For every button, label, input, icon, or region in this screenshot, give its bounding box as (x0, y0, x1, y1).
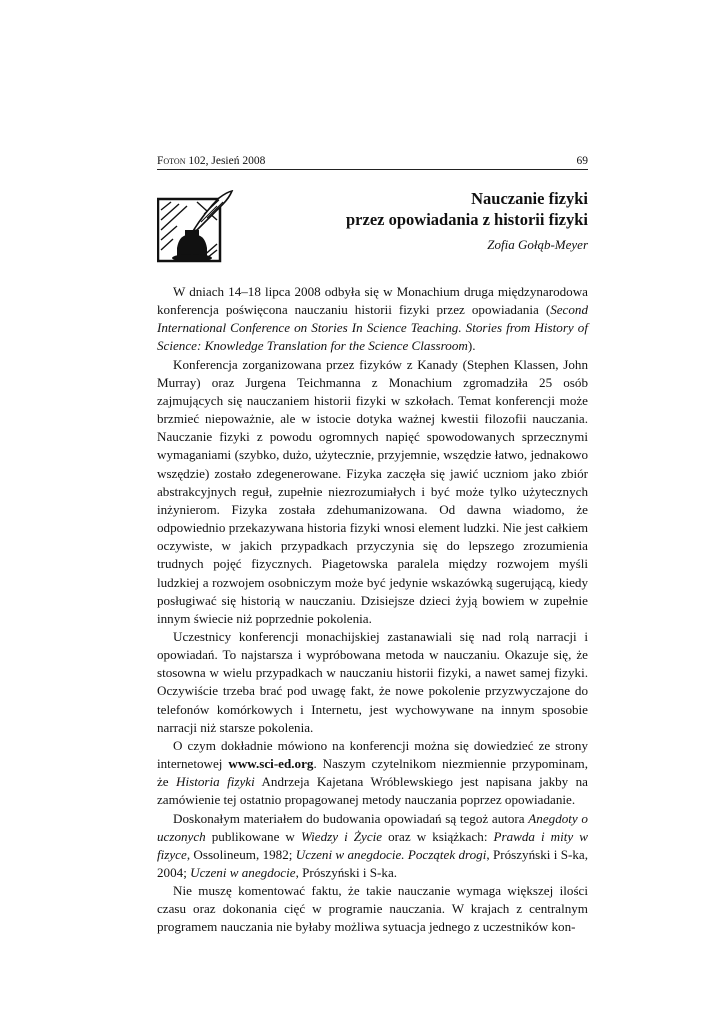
issue-label: 102, Jesień 2008 (188, 155, 266, 167)
paragraph-3: Uczestnicy konferencji monachijskiej zastanawiali się nad rolą narracji i opowiadań. To najstarsza i wypróbowana metoda w nauczaniu. Okazuje się, że stosowna w wielu przypadkach w nauczaniu historii fizyki, a nawet samej fizyki. Oczywiście trzeba brać pod uwagę fakt, że nowe pokolenie przyzwyczajone do telefonów komórkowych i Internetu, jest wychowywane na innym sposobie narracji niż starsze pokolenia. (157, 628, 588, 735)
journal-issue (157, 155, 265, 167)
paragraph-2: Konferencja zorganizowana przez fizyków z Kanady (Stephen Klassen, John Murray) oraz Jurgena Teichmanna z Monachium zgromadziła 25 osób zajmujących się nauczaniem historii fizyki w szkołach. Temat konferencji może brzmieć niepoważnie, ale w istocie dotyka ważnej kwestii filozofii nauczania. Nauczanie fizyki z powodu ogromnych napięć spowodowanych sprzecznymi wymaganiami (szybko, dużo, użytecznie, przyjemnie, wszędzie łatwo, jednakowo wszędzie) zostało zdegenerowane. Fizyka zaczęła się jawić uczniom jako zbiór abstrakcyjnych reguł, zupełnie niezrozumiałych i być może tylko użytecznych inżynierom. Fizyka została zdehumanizowana. Od dawna wiadomo, że odpowiednio przekazywana historia fizyki wnosi element ludzki. Nie jest całkiem oczywiste, w jakich przypadkach przyczynia się do lepszego zrozumienia trudnych pojęć fizycznych. Piagetowska paralela między rozwojem myśli ludzkiej a rozwojem osobniczym może być jedynie wskazówką sugerującą, kiedy posługiwać się historią w nauczaniu. Dzisiejsze dzieci żyją bowiem w zupełnie innym świecie niż poprzednie pokolenia. (157, 356, 588, 626)
journal-name: Foton (157, 155, 186, 167)
website-link[interactable]: www.sci-ed.org (228, 756, 314, 772)
paragraph-6: Nie muszę komentować faktu, że takie nauczanie wymaga większej ilości czasu oraz dokonania cięć w programie nauczania. W krajach z centralnym programem nauczania nie byłaby możliwa sytuacja jednego z uczestników kon- (157, 883, 588, 935)
page-number: 69 (576, 155, 588, 167)
book-title: Historia fizyki (176, 774, 255, 790)
inkwell-quill-icon (157, 190, 234, 265)
book-title: Uczeni w anegdocie (190, 865, 296, 880)
title-line-2: przez opowiadania z historii fizyki (346, 210, 588, 229)
title-line-1: Nauczanie fizyki (471, 189, 588, 208)
book-title: Anegdoty o uczonych (157, 810, 588, 844)
running-head (157, 155, 588, 170)
article-author: Zofia Gołąb-Meyer (487, 237, 588, 252)
book-title: Prawda i mity w fizyce (157, 828, 588, 862)
paragraph-5: Doskonałym materiałem do budowania opowiadań są tegoż autora Anegdoty o uczonych publikowane w Wiedzy i Życie oraz w książkach: Prawda i mity w fizyce, Ossolineum, 1982; Uczeni w anegdocie. Początek drogi, Prószyński i S-ka, 2004; Uczeni w anegdocie, Prószyński i S-ka. (157, 810, 588, 880)
article-body (157, 283, 588, 937)
paragraph-4: O czym dokładnie mówiono na konferencji można się dowiedzieć ze strony internetowej www.sci-ed.org. Naszym czytelnikom niezmiennie przypominam, że Historia fizyki Andrzeja Kajetana Wróblewskiego jest napisana jakby na zamówienie tej ostatnio propagowanej metody nauczania poprzez opowiadanie. (157, 737, 588, 808)
article-title (346, 188, 588, 230)
paragraph-1: W dniach 14–18 lipca 2008 odbyła się w Monachium druga międzynarodowa konferencja poświęcona nauczaniu historii fizyki przez opowiadania (Second International Conference on Stories In Science Teaching. Stories from History of Science: Knowledge Translation for the Science Classroom). (157, 284, 588, 354)
book-title: Uczeni w anegdocie. Początek drogi (295, 846, 487, 862)
journal-title: Wiedzy i Życie (300, 828, 383, 844)
conference-title: Second International Conference on Stories In Science Teaching. Stories from History of Science: Knowledge Translation for the Science Classroom (157, 302, 588, 354)
